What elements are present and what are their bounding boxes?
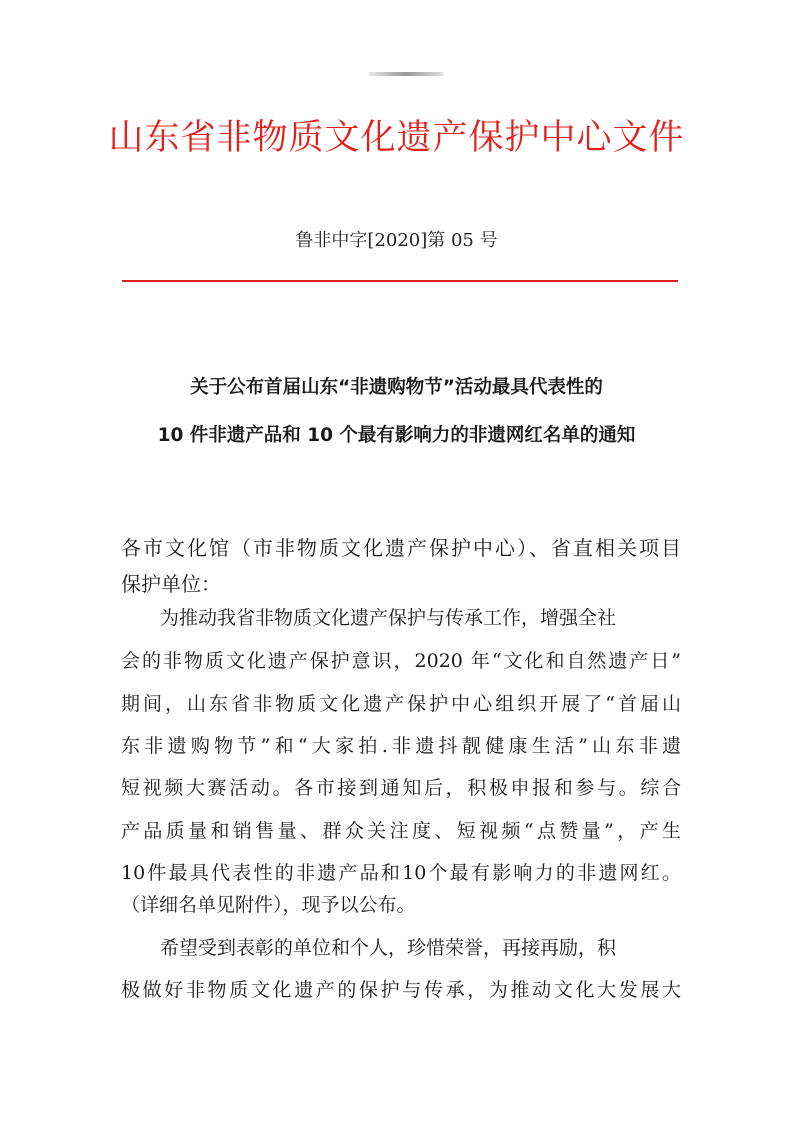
paragraph-1-line: 为推动我省非物质文化遗产保护与传承工作，增强全社 [160,607,617,629]
issuer-title: 山东省非物质文化遗产保护中心文件 [108,118,685,158]
paragraph-1-line: 短视频大赛活动。各市接到通知后，积极申报和参与。综合 [121,777,681,799]
document-number: 鲁非中字[2020]第 05 号 [295,230,498,251]
paragraph-1-line: 会的非物质文化遗产保护意识，2020 年“文化和自然遗产日” [121,650,681,672]
paragraph-1-line: 东非遗购物节”和“大家拍.非遗抖靓健康生活”山东非遗 [121,735,681,757]
notice-title-line-1: 关于公布首届山东“非遗购物节”活动最具代表性的 [190,377,603,398]
paragraph-1-line: （详细名单见附件），现予以公布。 [121,894,416,916]
red-divider [122,280,678,282]
addressee-line-2: 保护单位： [121,572,221,596]
paragraph-1-line: 期间，山东省非物质文化遗产保护中心组织开展了“首届山 [121,693,681,715]
paragraph-2-line: 极做好非物质文化遗产的保护与传承，为推动文化大发展大 [121,979,681,1001]
notice-title-line-2: 10 件非遗产品和 10 个最有影响力的非遗网红名单的通知 [157,425,636,446]
paragraph-1-line: 产品质量和销售量、群众关注度、短视频“点赞量”，产生 [121,820,681,842]
paragraph-2-line: 希望受到表彰的单位和个人，珍惜荣誉，再接再励，积 [160,937,617,959]
paragraph-1-line: 10件最具代表性的非遗产品和10个最有影响力的非遗网红。 [121,862,681,884]
scan-artifact [368,72,444,76]
addressee-line-1: 各市文化馆（市非物质文化遗产保护中心）、省直相关项目 [121,536,681,560]
